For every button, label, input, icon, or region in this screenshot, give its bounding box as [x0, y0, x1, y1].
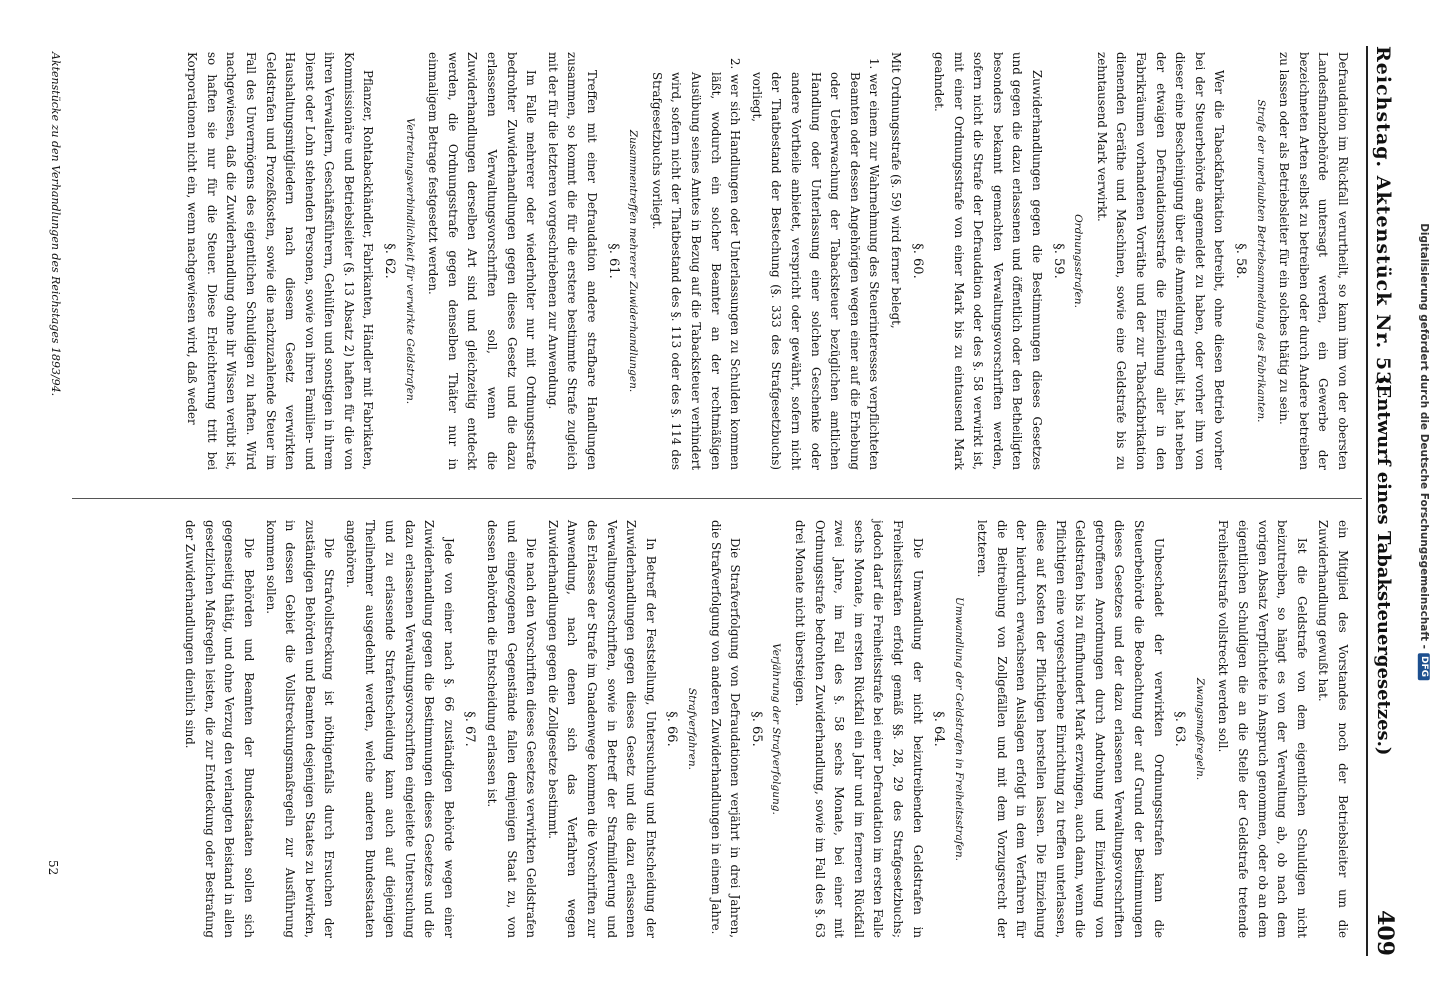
page-signature: 52 — [46, 860, 60, 876]
paragraph: Zuwiderhandlungen gegen die Bestimmungen dieses Gesetzes und gegen die dazu erlassenen und öffentlich oder den Betheiligten besonders bekannt gemachten Verwaltungsvorschriften werden, sofern nicht die Strafe der Defraudation oder des §. 58 verwirkt ist, mit einer Ordnungsstrafe von einer Mark bis zu eintausend Mark geahndet. — [932, 52, 1045, 470]
paragraph: Mit Ordnungsstrafe (§. 59) wird ferner belegt, — [888, 52, 903, 329]
header-publication: Reichstag. Aktenstück Nr. 53. — [1372, 46, 1394, 393]
footnote: Aktenstücke zu den Verhandlungen des Reichstages 1893/94. — [49, 52, 62, 397]
section-number: §. 64. — [931, 711, 947, 747]
side-heading: Strafe der unerlaubten Betriebsanmeldung des Fabrikanten. — [1254, 99, 1267, 423]
section-number: §. 59. — [1050, 243, 1066, 279]
paragraph: Im Falle mehrerer oder wiederholter nur mit Ordnungsstrafe bedrohter Zuwiderhandlungen gegen dieses Gesetz und die dazu erlassenen Verwaltungsvorschriften soll, wenn die Zuwiderhandlungen derselben Art sind und gleichzeitig entdeckt werden, die Ordnungsstrafe gegen denselben Thäter nur in einmaligem Betrage festgesetzt werden. — [426, 52, 539, 470]
section-number: §. 65. — [748, 711, 764, 747]
paragraph: Wer die Tabackfabrikation betreibt, ohne diesen Betrieb vorher bei der Steuerbehörde angemeldet zu haben, oder vorher ihm von dieser eine Bescheinigung über die Anmeldung ertheilt ist, hat neben der etwaigen Defraudationsstrafe die Einziehung aller in den Fabrikräumen vorhandenen Vorräthe und der zur Tabackfabrikation dienenden Geräthe und Maschinen, sowie eine Geldstrafe bis zu zehntausend Mark verwirkt. — [1094, 52, 1227, 470]
paragraph: Treffen mit einer Defraudation andere strafbare Handlungen zusammen, so kommt die für die erstere bestimmte Strafe zugleich mit der für die letzteren vorgeschriebenen zur Anwendung. — [545, 52, 600, 470]
paragraph: Unbeschadet der verwirkten Ordnungsstrafen kann die Steuerbehörde die Beobachtung der auf Grund der Bestimmungen dieses Gesetzes und der dazu erlassenen Verwaltungsvorschriften getroffenen Anordnungen durch Androhung und Einziehung von Geldstrafen bis zu fünfhundert Mark erzwingen, auch dann, wenn die Pflichtigen eine vorgeschriebene Einrichtung zu treffen unterlassen, diese auf Kosten der Pflichtigen herstellen lassen. Die Einziehung der hierdurch erwachsenen Auslagen erfolgt in dem Verfahren für die Beitreibung von Zollgefällen und mit dem Vorzugsrecht der letzteren. — [975, 520, 1166, 938]
list-item: 2. wer sich Handlungen oder Unterlassungen zu Schulden kommen läßt, wodurch ein solcher Beamter an der rechtmäßigen Ausübung seines Amtes in Bezug auf die Tabacksteuer verhindert wird, sofern nicht der Thatbestand des §. 113 oder des §. 114 des Strafgesetzbuchs vorliegt. — [649, 58, 743, 470]
list-item: 1. wer einem zur Wahrnehmung des Steuerinteresses verpflichteten Beamten oder dessen Angehörigen wegen einer auf die Erhebung oder Ueberwachung der Tabacksteuer bezüglichen amtlichen Handlung oder Unterlassung einer solchen Geschenke oder andere Vortheile anbietet, verspricht oder gewährt, sofern nicht der Thatbestand der Bestechung (§. 333 des Strafgesetzbuchs) vorliegt, — [749, 58, 882, 470]
side-heading: Vertretungsverbindlichkeit für verwirkte Geldstrafen. — [403, 117, 416, 405]
side-heading: Umwandlung der Geldstrafen in Freiheitsstrafen. — [952, 597, 965, 861]
page-header — [1362, 46, 1404, 956]
side-heading: Ordnungsstrafen. — [1072, 214, 1085, 308]
dfg-logo: DFG — [1418, 653, 1430, 680]
header-title: (Entwurf eines Tabaksteuergesetzes.) — [1373, 376, 1394, 756]
section-number: §. 66. — [664, 711, 680, 747]
paragraph: Die Umwandlung der nicht beizutreibenden Geldstrafen in Freiheitsstrafen erfolgt gemäß §§. 28, 29 des Strafgesetzbuchs; jedoch darf die Freiheitsstrafe bei einer Defraudation im ersten Falle sechs Monate, im ersten Rückfall ein Jahr und im ferneren Rückfall zwei Jahre, im Fall des §. 58 sechs Monate, bei einer mit Ordnungsstrafe bedrohten Zuwiderhandlung, sowie im Fall des §. 63 drei Monate nicht übersteigen. — [792, 520, 925, 938]
paragraph: Jede von einer nach §. 66 zuständigen Behörde wegen einer Zuwiderhandlung gegen die Bestimmungen dieses Gesetzes und die dazu erlassenen Verwaltungsvorschriften eingeleitete Untersuchung und zu erlassende Strafentscheidung kann auch auf diejenigen Theilnehmer ausgedehnt werden, welche anderen Bundesstaaten angehören. — [343, 520, 456, 938]
paragraph: Ist die Geldstrafe von dem eigentlichen Schuldigen nicht beizutreiben, so hängt es von der Verwaltung ab, ob nach dem vorigen Absatz Verpflichtete in Anspruch genommen, oder ob an dem eigentlichen Schuldigen die an die Stelle der Geldstrafe tretende Freiheitsstrafe vollstreckt werden soll. — [1216, 520, 1309, 938]
paragraph: Pflanzer, Rohtabackhändler, Fabrikanten, Händler mit Fabrikaten, Kommissionäre und Betriebsleiter (§. 13 Absatz 2) haften für die von ihren Verwaltern, Geschäftsführern, Gehülfen und sonstigen in ihrem Dienst oder Lohn stehenden Personen, sowie von ihren Familien- und Haushaltungsmitgliedern nach diesem Gesetz verwirkten Geldstrafen und Prozeßkosten, sowie die nachzuzahlende Steuer im Fall des Unvermögens des eigentlichen Schuldigen zu haften. Wird nachgewiesen, daß die Zuwiderhandlung ohne ihr Wissen verübt ist, so haften sie nur für die Steuer. Diese Erleichterung tritt bei Korporationen nicht ein, wenn nachgewiesen wird, daß weder — [185, 52, 376, 470]
side-heading: Strafverfahren. — [686, 688, 698, 770]
section-number: §. 63. — [1172, 711, 1188, 747]
left-column — [180, 52, 1352, 470]
paragraph: Die nach den Vorschriften dieses Gesetzes verwirkten Geldstrafen und eingezogenen Gegenstände fallen demjenigen Staat zu, von dessen Behörden die Entscheidung erlassen ist. — [485, 520, 539, 938]
section-number: §. 58. — [1233, 243, 1249, 279]
paragraph: ein Mitglied des Vorstandes noch der Betriebsleiter um die Zuwiderhandlung gewußt hat. — [1316, 520, 1350, 938]
paragraph: In Betreff der Feststellung, Untersuchung und Entscheidung der Zuwiderhandlungen gegen dieses Gesetz und die dazu erlassenen Verwaltungsvorschriften, sowie in Betreff der Strafmilderung und des Erlasses der Strafe im Gnadenwege kommen die Vorschriften zur Anwendung, nach denen sich das Verfahren wegen Zuwiderhandlungen gegen die Zollgesetze bestimmt. — [545, 520, 658, 938]
paragraph: Defraudation im Rückfall verurtheilt, so kann ihm von der obersten Landesfinanzbehörde untersagt werden, ein Gewerbe der bezeichneten Arten selbst zu betreiben oder durch Andere betreiben zu lassen oder als Betriebsleiter für ein solches thätig zu sein. — [1277, 52, 1350, 470]
section-number: §. 60. — [909, 243, 925, 279]
section-number: §. 62. — [382, 243, 398, 279]
section-number: §. 61. — [605, 243, 621, 279]
dfg-credit — [1418, 223, 1430, 680]
side-heading: Zusammentreffen mehrerer Zuwiderhandlungen. — [627, 129, 640, 393]
column-divider — [72, 498, 1362, 499]
paragraph: Die Behörden und Beamten der Bundesstaaten sollen sich gegenseitig thätig, und ohne Verzug den verlangten Beistand in allen gesetzlichen Maßregeln leisten, die zur Entdeckung oder Bestrafung der Zuwiderhandlungen dienlich sind. — [183, 520, 256, 938]
header-rule — [1366, 46, 1368, 956]
dfg-credit-text: Digitalisierung gefördert durch die Deutsche Forschungsgemeinschaft - — [1418, 223, 1430, 649]
paragraph: Die Strafverfolgung von Defraudationen verjährt in drei Jahren, die Strafverfolgung von anderen Zuwiderhandlungen in einem Jahre. — [708, 520, 743, 938]
paragraph: Die Strafvollstreckung ist nöthigenfalls durch Ersuchen der zuständigen Behörden und Beamten desjenigen Staates zu bewirken, in dessen Gebiet die Vollstreckungsmaßregeln zur Ausführung kommen sollen. — [263, 520, 337, 938]
side-heading: Zwangsmaßregeln. — [1193, 677, 1206, 781]
side-heading: Verjährung der Strafverfolgung. — [770, 643, 783, 815]
page-number: 409 — [1372, 910, 1398, 956]
section-number: §. 67. — [462, 711, 478, 747]
right-column — [178, 520, 1352, 938]
